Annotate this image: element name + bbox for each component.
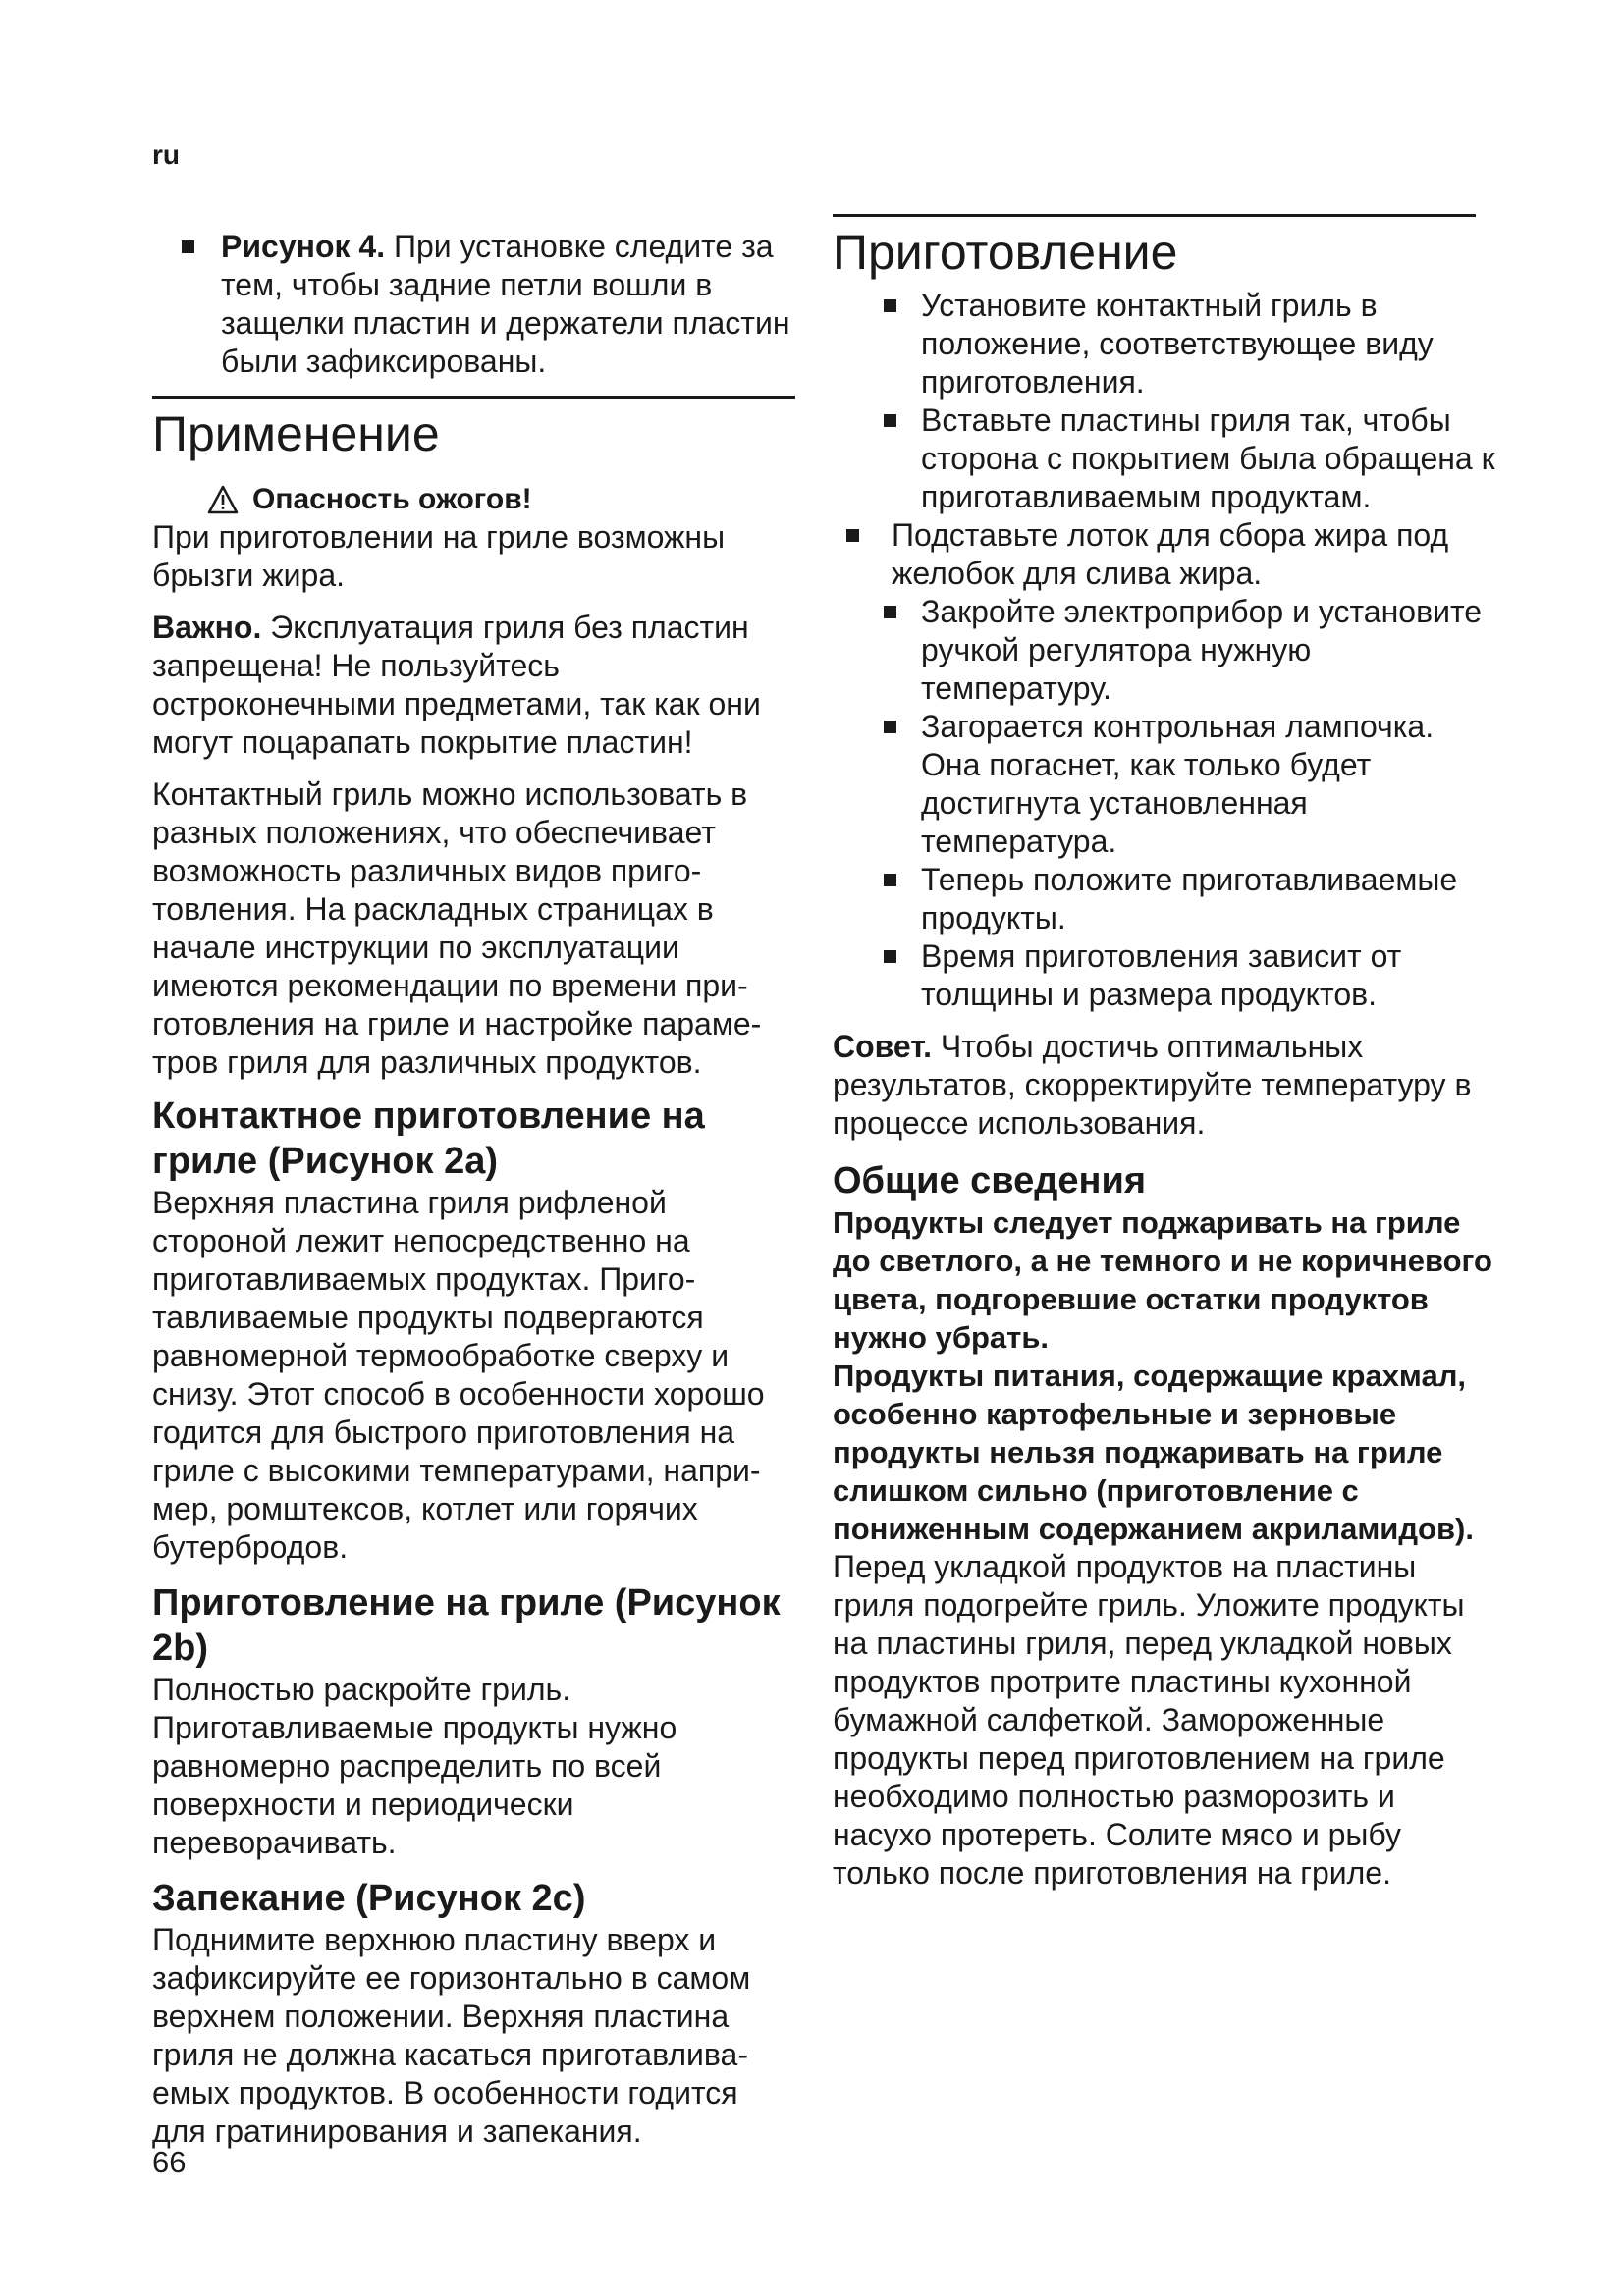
heading-application: Применение — [152, 406, 440, 461]
heading-baking: Запекание (Рисунок 2c) — [152, 1878, 586, 1919]
bold-paragraph-1: Продукты следует поджаривать на гриле до светлого, а не темного и не коричневого цвета, подгоревшие остатки продуктов нужно убрать. — [833, 1205, 1492, 1355]
tip-text: Чтобы достичь оптимальных результатов, скорректируйте температуру в процессе использования. — [833, 1029, 1472, 1141]
bullet-square-icon — [884, 950, 896, 963]
language-code: ru — [152, 139, 180, 170]
warning-title: Опасность ожогов! — [252, 483, 532, 515]
paragraph-baking: Поднимите верхнюю пластину вверх и зафиксируйте ее горизонтально в самом верхнем положении. Верхняя пластина гриля не должна касаться приготавлива-емых продуктов. В особенности годится для гратинирования и запекания. — [152, 1922, 751, 2149]
heading-contact-cooking: Контактное приготовление на гриле (Рисунок 2a) — [152, 1095, 705, 1182]
warning-burns — [207, 481, 790, 518]
paragraph-general: Перед укладкой продуктов на пластины гриля подогрейте гриль. Уложите продукты на пластины гриля, перед укладкой новых продуктов протрите пластины кухонной бумажной салфеткой. Замороженные продукты перед приготовлением на гриле необходимо полностью разморозить и насухо протереть. Солите мясо и рыбу только после приготовления на гриле. — [833, 1549, 1465, 1891]
page-number: 66 — [152, 2145, 187, 2179]
bullet-square-icon — [884, 299, 896, 312]
bullet-square-icon — [884, 414, 896, 427]
step-item: Теперь положите приготавливаемые продукты. — [862, 861, 1500, 937]
step-item: Установите контактный гриль в положение, соответствующее виду приготовления. — [862, 287, 1500, 401]
bullet-square-icon — [182, 240, 194, 253]
section-rule — [152, 396, 795, 399]
important-label: Важно. — [152, 610, 262, 645]
bold-paragraph-2: Продукты питания, содержащие крахмал, особенно картофельные и зерновые продукты нельзя поджаривать на гриле слишком сильно (приготовление с пониженным содержанием акриламидов). — [833, 1359, 1474, 1546]
bullet-square-icon — [884, 606, 896, 618]
heading-general-info: Общие сведения — [833, 1160, 1147, 1201]
step-item: Загорается контрольная лампочка. Она погаснет, как только будет достигнута установленная температура. — [862, 708, 1500, 861]
step-item: Время приготовления зависит от толщины и размера продуктов. — [862, 937, 1500, 1014]
section-rule — [833, 214, 1476, 217]
paragraph-contact-cooking: Верхняя пластина гриля рифленой стороной лежит непосредственно на приготавливаемых продуктах. Приго-тавливаемые продукты подвергаются равномерной термообработке сверху и снизу. Этот способ в особенности хорошо годится для быстрого приготовления на гриле с высокими температурами, напри-мер, ромштексов, котлет или горячих бутербродов. — [152, 1185, 765, 1565]
heading-preparation: Приготовление — [833, 225, 1178, 280]
warning-text: При приготовлении на гриле возможны брызги жира. — [152, 519, 726, 593]
bullet-square-icon — [884, 874, 896, 886]
step-item: Подставьте лоток для сбора жира под желобок для слива жира. — [833, 516, 1500, 593]
figure-4-text: При установке следите за тем, чтобы задние петли вошли в защелки пластин и держатели пластин были зафиксированы. — [221, 229, 790, 379]
figure-4-label: Рисунок 4. — [221, 229, 386, 264]
step-item: Закройте электроприбор и установите ручкой регулятора нужную температуру. — [862, 593, 1500, 708]
tip-label: Совет. — [833, 1029, 933, 1064]
bullet-figure-4 — [162, 228, 790, 381]
tip-note — [833, 1028, 1500, 1143]
warning-triangle-icon — [207, 485, 239, 514]
step-item: Вставьте пластины гриля так, чтобы сторона с покрытием была обращена к приготавливаемым продуктам. — [862, 401, 1500, 516]
important-note — [152, 609, 790, 762]
paragraph-grilling: Полностью раскройте гриль. Приготавливаемые продукты нужно равномерно распределить по всей поверхности и периодически переворачивать. — [152, 1672, 677, 1860]
important-text: Эксплуатация гриля без пластин запрещена! Не пользуйтесь остроконечными предметами, так как они могут поцарапать покрытие пластин! — [152, 610, 761, 760]
bullet-square-icon — [846, 529, 859, 542]
bullet-square-icon — [884, 721, 896, 733]
heading-grilling: Приготовление на гриле (Рисунок 2b) — [152, 1582, 781, 1669]
paragraph-contact-grill: Контактный гриль можно использовать в разных положениях, что обеспечивает возможность различных видов приго-товления. На раскладных страницах в начале инструкции по эксплуатации имеются рекомендации по времени при-готовления на гриле и настройке параме-тров гриля для различных продуктов. — [152, 776, 762, 1080]
